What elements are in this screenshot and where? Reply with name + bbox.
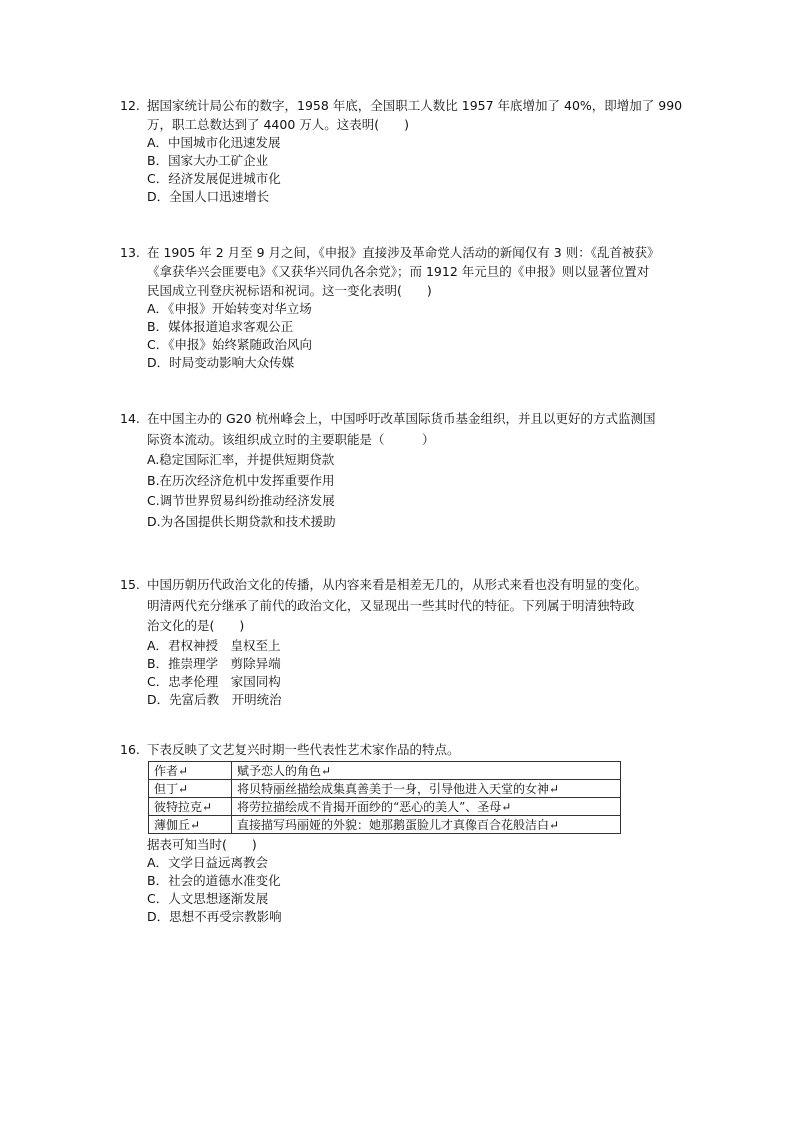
option-d[interactable]: D．全国人口迅速增长 [147, 189, 270, 204]
table-cell: 彼特拉克↵ [149, 798, 232, 816]
option-b[interactable]: B．推崇理学 剪除异端 [147, 655, 281, 671]
table-row [149, 798, 621, 816]
option-c[interactable]: C.调节世界贸易纠纷推动经济发展 [147, 493, 335, 508]
options-list [147, 637, 710, 709]
options-list [147, 134, 710, 206]
option-a[interactable]: A．文学日益远离教会 [147, 855, 269, 870]
after-table-text: 据表可知当时( ) [147, 837, 257, 852]
table-cell: 直接描写玛丽娅的外貌：她那鹅蛋脸儿才真像百合花般洁白↵ [232, 816, 621, 834]
option-c[interactable]: C．忠孝伦理 家国同构 [147, 673, 281, 689]
table-header-cell: 作者↵ [149, 762, 232, 780]
options-list [147, 450, 710, 532]
table-cell: 将贝特丽丝描绘成集真善美于一身，引导他进入天堂的女神↵ [232, 780, 621, 798]
option-c[interactable]: C．人文思想逐渐发展 [147, 891, 269, 906]
question-number: 14. [120, 411, 140, 426]
stem-line: 在中国主办的 G20 杭州峰会上，中国呼吁改革国际货币基金组织，并且以更好的方式监测国 [147, 411, 656, 426]
question-stem [120, 243, 710, 300]
option-d[interactable]: D．先富后教 开明统治 [147, 691, 282, 707]
stem-line: 民国成立刊登庆祝标语和祝词。这一变化表明( ) [147, 283, 432, 298]
table-row [149, 816, 621, 834]
option-d[interactable]: D．时局变动影响大众传媒 [147, 355, 295, 370]
option-b[interactable]: B．社会的道德水准变化 [147, 873, 281, 888]
stem-line: 《拿获华兴会匪要电》《又获华兴同仇各余党》；而 1912 年元旦的《申报》则以显著位置对 [147, 264, 650, 279]
option-b[interactable]: B．国家大办工矿企业 [147, 153, 269, 168]
option-b[interactable]: B．媒体报道追求客观公正 [147, 319, 294, 334]
option-d[interactable]: D．思想不再受宗教影响 [147, 909, 282, 924]
options-list [147, 836, 710, 926]
option-c[interactable]: C．经济发展促进城市化 [147, 171, 281, 186]
question-12 [120, 96, 710, 206]
question-number: 16. [120, 742, 140, 757]
option-c[interactable]: C．《申报》始终紧随政治风向 [147, 337, 312, 352]
option-b[interactable]: B.在历次经济危机中发挥重要作用 [147, 472, 335, 488]
table-row [149, 780, 621, 798]
stem-line: 中国历朝历代政治文化的传播，从内容来看是相差无几的，从形式来看也没有明显的变化。 [147, 577, 648, 592]
question-15 [120, 575, 710, 709]
question-14 [120, 409, 710, 532]
stem-line: 下表反映了文艺复兴时期一些代表性艺术家作品的特点。 [147, 742, 460, 757]
question-number: 12. [120, 98, 140, 113]
question-stem [120, 409, 710, 450]
question-number: 13. [120, 245, 140, 260]
option-a[interactable]: A.稳定国际汇率，并提供短期贷款 [147, 452, 335, 467]
stem-line: 明清两代充分继承了前代的政治文化，又显现出一些其时代的特征。下列属于明清独特政 [147, 597, 635, 613]
option-a[interactable]: A．《申报》开始转变对华立场 [147, 301, 312, 316]
options-list [147, 300, 710, 372]
table-header-row [149, 762, 621, 780]
question-number: 15. [120, 577, 140, 592]
option-d[interactable]: D.为各国提供长期贷款和技术援助 [147, 513, 336, 529]
table-cell: 薄伽丘↵ [149, 816, 232, 834]
question-stem [120, 575, 710, 637]
question-13 [120, 243, 710, 372]
option-a[interactable]: A．中国城市化迅速发展 [147, 135, 281, 150]
artists-table [148, 761, 621, 834]
question-stem [120, 740, 710, 759]
question-stem [120, 96, 710, 134]
table-header-cell: 赋予恋人的角色↵ [232, 762, 621, 780]
stem-line: 治文化的是( ) [147, 618, 245, 633]
table-cell: 将劳拉描绘成不肯揭开面纱的“恶心的美人”、圣母↵ [232, 798, 621, 816]
option-a[interactable]: A．君权神授 皇权至上 [147, 637, 281, 653]
stem-line: 据国家统计局公布的数字，1958 年底，全国职工人数比 1957 年底增加了 40%，即增加了 990 [147, 98, 683, 113]
question-16 [120, 740, 710, 926]
table-cell: 但丁↵ [149, 780, 232, 798]
stem-line: 际资本流动。该组织成立时的主要职能是（ ） [147, 431, 435, 447]
stem-line: 在 1905 年 2 月至 9 月之间，《申报》直接涉及革命党人活动的新闻仅有 3 则：《乱首被获》 [147, 245, 660, 260]
stem-line: 万，职工总数达到了 4400 万人。这表明( ) [147, 117, 410, 132]
